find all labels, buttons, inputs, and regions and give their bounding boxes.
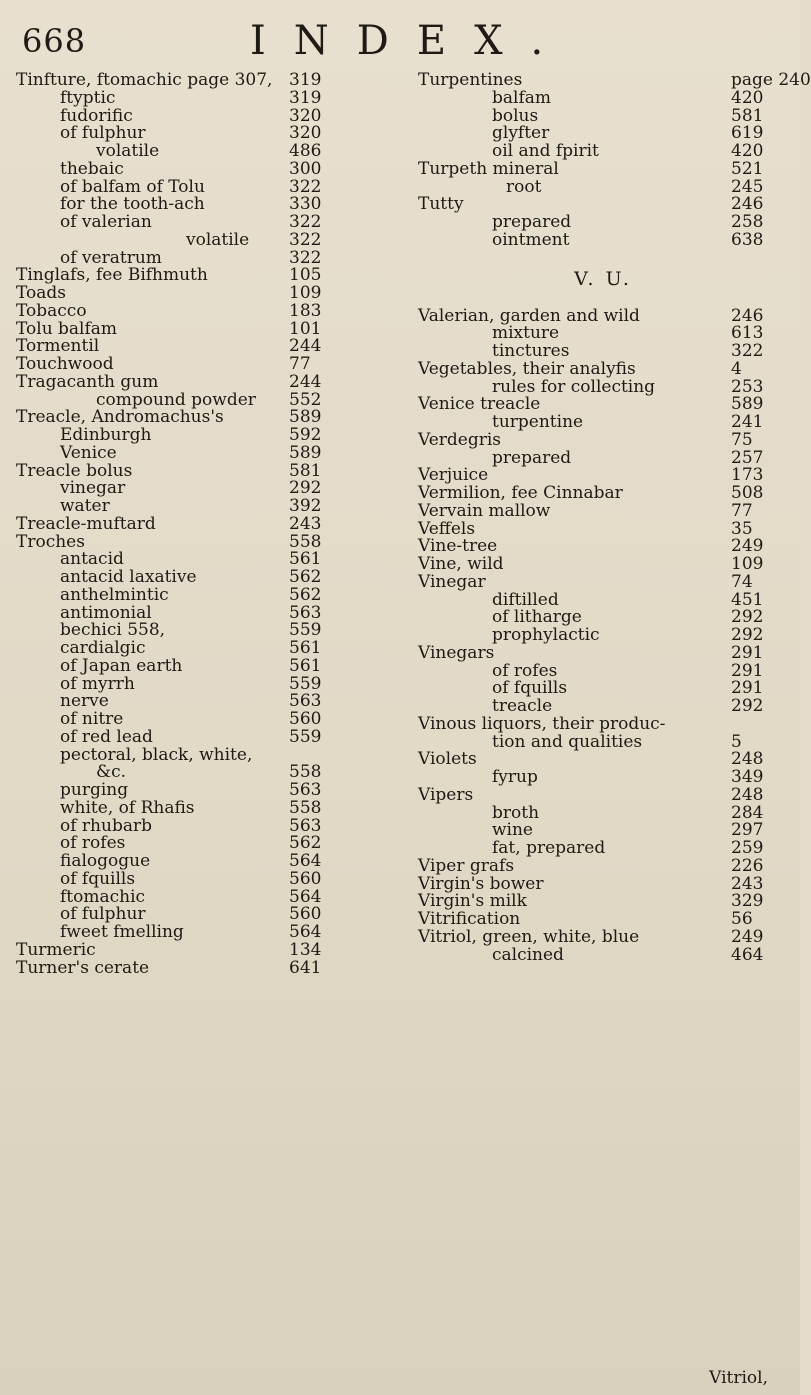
entry-page-ref: 564 xyxy=(289,886,322,907)
entry-page-ref: 563 xyxy=(289,780,322,800)
entry-page-ref: 560 xyxy=(289,868,322,889)
entry-page-ref: 244 xyxy=(289,371,322,392)
entry-term: Toads xyxy=(16,283,66,303)
entry-page-ref: 322 xyxy=(731,341,764,361)
entry-page-ref: 562 xyxy=(289,584,322,605)
entry-term: white, of Rhafis xyxy=(60,797,195,818)
entry-page-ref: 35 xyxy=(731,518,753,539)
entry-term: Verjuice xyxy=(418,465,489,486)
entry-term: of fquills xyxy=(60,868,136,889)
entry-page-ref: 561 xyxy=(289,549,322,570)
entry-term: thebaic xyxy=(60,158,124,179)
entry-page-ref: 173 xyxy=(731,465,764,486)
entry-page-ref: 257 xyxy=(731,447,764,468)
entry-page-ref: 559 xyxy=(289,673,322,694)
index-entry xyxy=(418,158,788,179)
entry-page-ref: 109 xyxy=(731,554,764,574)
index-entry xyxy=(418,855,788,876)
entry-term: calcined xyxy=(492,944,564,965)
entry-page-ref: 552 xyxy=(289,389,322,410)
entry-page-ref: 349 xyxy=(731,767,764,787)
entry-page-ref: 559 xyxy=(289,726,322,747)
entry-page-ref: 563 xyxy=(289,815,322,836)
index-entry xyxy=(418,571,788,592)
entry-term: of fulphur xyxy=(60,904,146,925)
entry-term: of litharge xyxy=(492,607,582,628)
entry-page-ref: 521 xyxy=(731,158,764,179)
entry-term: Virgin's milk xyxy=(418,891,527,912)
entry-term: Turmeric xyxy=(16,939,96,960)
entry-term: volatile xyxy=(96,141,160,161)
entry-page-ref: 292 xyxy=(731,607,764,628)
entry-term: compound powder xyxy=(96,389,256,410)
entry-term: Violets xyxy=(418,749,477,770)
entry-term: treacle xyxy=(492,696,553,716)
entry-term: for the tooth-ach xyxy=(60,194,205,215)
entry-term: Verdegris xyxy=(418,429,502,450)
entry-page-ref: 320 xyxy=(289,105,322,126)
entry-page-ref: 246 xyxy=(731,305,764,326)
entry-term: Treacle-muftard xyxy=(16,513,156,534)
entry-page-ref: 392 xyxy=(289,496,322,516)
entry-term: turpentine xyxy=(492,412,584,432)
entry-page-ref: 322 xyxy=(289,229,322,250)
entry-term: of veratrum xyxy=(60,247,162,268)
entry-term: Valerian, garden and wild xyxy=(418,305,640,326)
entry-term: bolus xyxy=(492,105,539,126)
entry-term: oil and fpirit xyxy=(492,141,599,161)
entry-term: Vinous liquors, their produc- xyxy=(418,713,666,734)
index-entry xyxy=(16,229,366,250)
entry-term: broth xyxy=(492,802,540,823)
entry-page-ref: 560 xyxy=(289,709,322,729)
entry-term: of rofes xyxy=(60,833,126,854)
entry-term: Venice xyxy=(60,442,117,463)
entry-page-ref: 329 xyxy=(731,891,764,912)
entry-term: rules for collecting xyxy=(492,376,656,397)
entry-page-ref: 589 xyxy=(289,407,322,428)
entry-term: antacid xyxy=(60,549,124,570)
entry-page-ref: 563 xyxy=(289,602,322,623)
entry-term: glyfter xyxy=(492,123,550,144)
entry-term: Touchwood xyxy=(16,354,114,374)
entry-page-ref: 581 xyxy=(289,460,322,481)
index-entry xyxy=(16,371,366,392)
entry-term: fweet fmelling xyxy=(60,922,184,942)
entry-page-ref: 245 xyxy=(731,176,764,197)
entry-page-ref: 292 xyxy=(289,478,322,499)
entry-page-ref: page 240 xyxy=(731,70,811,90)
entry-page-ref: 183 xyxy=(289,300,322,321)
entry-page-ref: 77 xyxy=(289,354,311,374)
entry-term: nerve xyxy=(60,691,109,712)
index-entry xyxy=(418,784,788,805)
entry-term: Turpeth mineral xyxy=(418,158,559,179)
entry-page-ref: 420 xyxy=(731,141,764,161)
entry-page-ref: 249 xyxy=(731,536,764,557)
entry-page-ref: 292 xyxy=(731,696,764,716)
turpentine-entries xyxy=(418,70,811,250)
entry-term: Edinburgh xyxy=(60,425,152,445)
entry-page-ref: 241 xyxy=(731,412,764,432)
index-entry xyxy=(418,500,788,521)
entry-term: bechici 558, xyxy=(60,620,166,641)
catchword: Vitriol, xyxy=(709,1368,768,1388)
entry-page-ref: 284 xyxy=(731,802,764,823)
entry-page-ref: 105 xyxy=(289,265,322,286)
index-entry xyxy=(16,939,366,960)
entry-term: Tormentil xyxy=(16,336,100,357)
index-entry xyxy=(16,158,366,179)
entry-term: Tolu balfam xyxy=(16,318,118,339)
index-entry xyxy=(16,868,366,889)
index-entry xyxy=(16,300,366,321)
index-entry xyxy=(16,797,366,818)
entry-page-ref: 561 xyxy=(289,655,322,676)
entry-page-ref: 249 xyxy=(731,926,764,947)
entry-page-ref: 297 xyxy=(731,820,764,841)
entry-term: Tragacanth gum xyxy=(16,371,159,392)
entry-term: of fquills xyxy=(492,678,568,699)
entry-page-ref: 243 xyxy=(731,873,764,894)
entry-term: fudorific xyxy=(60,105,133,126)
entry-term: Vinegar xyxy=(418,571,486,592)
entry-page-ref: 564 xyxy=(289,922,322,942)
index-entry xyxy=(16,87,366,108)
entry-term: root xyxy=(506,176,542,197)
index-entry xyxy=(418,926,788,947)
entry-term: diftilled xyxy=(492,589,559,610)
entry-page-ref: 486 xyxy=(289,141,322,161)
entry-term: ointment xyxy=(492,229,570,250)
entry-page-ref: 558 xyxy=(289,762,322,783)
entry-term: prophylactic xyxy=(492,625,600,645)
index-entry xyxy=(16,584,366,605)
index-entry xyxy=(16,513,366,534)
entry-term: Virgin's bower xyxy=(418,873,544,894)
entry-page-ref: 330 xyxy=(289,194,322,215)
index-entry xyxy=(418,87,788,108)
right-index-column xyxy=(418,70,811,965)
entry-term: purging xyxy=(60,780,129,800)
index-entry xyxy=(418,358,788,379)
page-title: INDEX. xyxy=(250,18,572,64)
entry-page-ref: 253 xyxy=(731,376,764,397)
entry-term: tion and qualities xyxy=(492,731,643,752)
entry-term: Tinfture, ftomachic page 307, xyxy=(16,70,273,90)
entry-page-ref: 560 xyxy=(289,904,322,925)
entry-term: of rhubarb xyxy=(60,815,152,836)
entry-page-ref: 322 xyxy=(289,247,322,268)
entry-term: ftyptic xyxy=(60,87,116,108)
entry-page-ref: 291 xyxy=(731,678,764,699)
entry-term: mixture xyxy=(492,323,560,344)
entry-page-ref: 246 xyxy=(731,194,764,215)
entry-page-ref: 558 xyxy=(289,797,322,818)
entry-term: Venice treacle xyxy=(418,394,541,415)
entry-term: fyrup xyxy=(492,767,538,787)
entry-term: fialogogue xyxy=(60,851,151,871)
entry-page-ref: 4 xyxy=(731,358,742,379)
entry-term: water xyxy=(60,496,110,516)
index-entry xyxy=(418,944,788,965)
entry-page-ref: 451 xyxy=(731,589,764,610)
entry-term: antacid laxative xyxy=(60,567,197,587)
entry-page-ref: 319 xyxy=(289,87,322,108)
entry-page-ref: 300 xyxy=(289,158,322,179)
entry-page-ref: 292 xyxy=(731,625,764,645)
entry-term: fat, prepared xyxy=(492,838,606,858)
entry-term: Turner's cerate xyxy=(16,957,150,978)
entry-page-ref: 56 xyxy=(731,909,753,929)
entry-term: of fulphur xyxy=(60,123,146,144)
entry-page-ref: 226 xyxy=(731,855,764,876)
entry-page-ref: 243 xyxy=(289,513,322,534)
index-entry xyxy=(16,655,366,676)
entry-page-ref: 589 xyxy=(289,442,322,463)
entry-term: balfam xyxy=(492,87,552,108)
entry-term: of red lead xyxy=(60,726,153,747)
entry-term: Viper grafs xyxy=(418,855,515,876)
entry-term: Tutty xyxy=(418,194,464,215)
entry-term: vinegar xyxy=(60,478,126,499)
index-entry xyxy=(16,957,366,978)
entry-page-ref: 563 xyxy=(289,691,322,712)
entry-page-ref: 589 xyxy=(731,394,764,415)
entry-term: Tobacco xyxy=(16,300,87,321)
entry-term: Turpentines xyxy=(418,70,523,90)
entry-term: Treacle bolus xyxy=(16,460,133,481)
entry-term: ftomachic xyxy=(60,886,146,907)
entry-page-ref: 75 xyxy=(731,429,753,450)
entry-page-ref: 562 xyxy=(289,833,322,854)
entry-term: of myrrh xyxy=(60,673,135,694)
index-entry xyxy=(16,442,366,463)
entry-page-ref: 562 xyxy=(289,567,322,587)
entry-term: cardialgic xyxy=(60,638,146,658)
entry-page-ref: 561 xyxy=(289,638,322,658)
entry-term: Vervain mallow xyxy=(418,500,551,521)
entry-term: Vitrification xyxy=(418,909,521,929)
index-entry xyxy=(418,229,788,250)
entry-page-ref: 420 xyxy=(731,87,764,108)
entry-page-ref: 322 xyxy=(289,176,322,197)
entry-term: volatile xyxy=(186,229,250,250)
entry-page-ref: 77 xyxy=(731,500,753,521)
entry-term: of nitre xyxy=(60,709,124,729)
entry-term: Vinegars xyxy=(418,642,495,663)
index-entry xyxy=(418,713,788,734)
entry-page-ref: 258 xyxy=(731,212,764,232)
entry-term: &c. xyxy=(96,762,127,783)
entry-page-ref: 259 xyxy=(731,838,764,858)
entry-page-ref: 248 xyxy=(731,784,764,805)
entry-page-ref: 5 xyxy=(731,731,742,752)
entry-page-ref: 248 xyxy=(731,749,764,770)
entry-page-ref: 558 xyxy=(289,531,322,552)
entry-page-ref: 581 xyxy=(731,105,764,126)
entry-page-ref: 592 xyxy=(289,425,322,445)
entry-page-ref: 319 xyxy=(289,70,322,90)
entry-page-ref: 508 xyxy=(731,483,764,503)
entry-page-ref: 134 xyxy=(289,939,322,960)
entry-page-ref: 322 xyxy=(289,212,322,232)
entry-term: Veffels xyxy=(418,518,476,539)
entry-term: tinctures xyxy=(492,341,570,361)
entry-term: Vitriol, green, white, blue xyxy=(418,926,640,947)
entry-term: prepared xyxy=(492,212,572,232)
entry-term: Tinglafs, fee Bifhmuth xyxy=(16,265,208,286)
entry-page-ref: 74 xyxy=(731,571,753,592)
entry-term: Troches xyxy=(16,531,85,552)
page-header xyxy=(0,18,800,62)
index-entry xyxy=(16,726,366,747)
entry-term: Vipers xyxy=(418,784,474,805)
entry-term: of Japan earth xyxy=(60,655,183,676)
entry-page-ref: 109 xyxy=(289,283,322,303)
entry-page-ref: 291 xyxy=(731,660,764,681)
index-entry xyxy=(418,642,788,663)
index-entry xyxy=(418,429,788,450)
entry-term: of rofes xyxy=(492,660,558,681)
entry-page-ref: 564 xyxy=(289,851,322,871)
entry-term: wine xyxy=(492,820,533,841)
v-u-entries xyxy=(418,305,788,965)
entry-term: of valerian xyxy=(60,212,152,232)
entry-term: Treacle, Andromachus's xyxy=(16,407,224,428)
entry-page-ref: 641 xyxy=(289,957,322,978)
page-number: 668 xyxy=(22,22,87,60)
entry-page-ref: 464 xyxy=(731,944,764,965)
entry-term: anthelmintic xyxy=(60,584,169,605)
entry-page-ref: 613 xyxy=(731,323,764,344)
entry-term: antimonial xyxy=(60,602,152,623)
entry-term: Vine, wild xyxy=(418,554,504,574)
left-index-column xyxy=(16,72,366,977)
entry-page-ref: 619 xyxy=(731,123,764,144)
entry-page-ref: 559 xyxy=(289,620,322,641)
entry-page-ref: 320 xyxy=(289,123,322,144)
entry-term: prepared xyxy=(492,447,572,468)
entry-page-ref: 291 xyxy=(731,642,764,663)
section-heading: V. U. xyxy=(574,267,632,290)
entry-page-ref: 101 xyxy=(289,318,322,339)
entry-term: Vegetables, their analyfis xyxy=(418,358,636,379)
entry-term: Vine-tree xyxy=(418,536,498,557)
entry-page-ref: 244 xyxy=(289,336,322,357)
entry-page-ref: 638 xyxy=(731,229,764,250)
entry-term: Vermilion, fee Cinnabar xyxy=(418,483,623,503)
entry-term: of balfam of Tolu xyxy=(60,176,205,197)
entry-term: pectoral, black, white, xyxy=(60,744,253,765)
